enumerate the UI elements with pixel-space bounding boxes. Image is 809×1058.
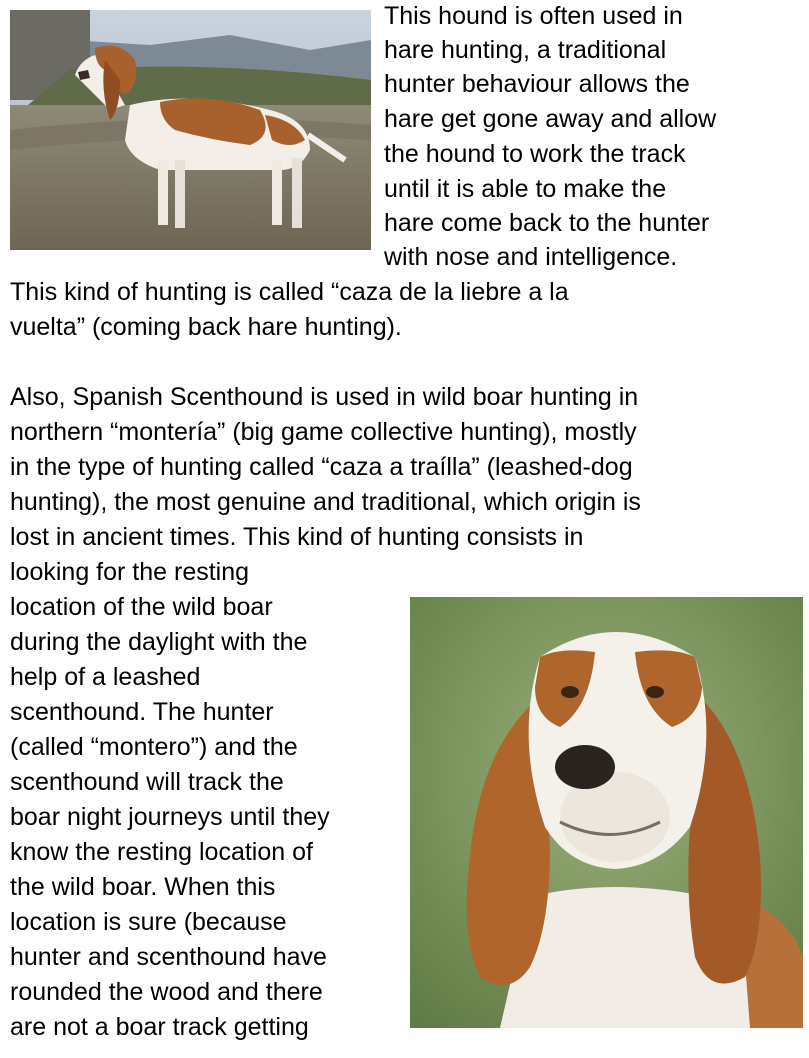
text-line: boar night journeys until they — [10, 803, 330, 831]
text-line: hare hunting, a traditional — [384, 36, 667, 64]
text-line: vuelta” (coming back hare hunting). — [10, 313, 402, 341]
text-line: during the daylight with the — [10, 628, 308, 656]
text-line: lost in ancient times. This kind of hunting consists in — [10, 523, 584, 551]
text-line: location of the wild boar — [10, 593, 273, 621]
text-line: hare get gone away and allow — [384, 105, 717, 133]
text-line: help of a leashed — [10, 663, 201, 691]
text-line: This hound is often used in — [384, 2, 683, 30]
text-line: until it is able to make the — [384, 175, 667, 203]
text-line: in the type of hunting called “caza a traílla” (leashed-dog — [10, 453, 633, 481]
text-line: are not a boar track getting — [10, 1013, 309, 1041]
text-line: the wild boar. When this — [10, 873, 276, 901]
text-line: hunting), the most genuine and traditional, which origin is — [10, 488, 641, 516]
hound-head-photo — [410, 597, 803, 1028]
text-line: Also, Spanish Scenthound is used in wild boar hunting in — [10, 383, 639, 411]
text-line: with nose and intelligence. — [384, 243, 678, 271]
text-line: looking for the resting — [10, 558, 250, 586]
text-line: northern “montería” (big game collective hunting), mostly — [10, 418, 637, 446]
text-line: location is sure (because — [10, 908, 287, 936]
text-line: hunter and scenthound have — [10, 943, 327, 971]
text-line: (called “montero”) and the — [10, 733, 298, 761]
text-line: rounded the wood and there — [10, 978, 323, 1006]
text-line: scenthound. The hunter — [10, 698, 274, 726]
text-line: the hound to work the track — [384, 140, 686, 168]
text-line: hunter behaviour allows the — [384, 70, 690, 98]
text-line: hare come back to the hunter — [384, 209, 710, 237]
standing-hound-photo — [10, 10, 371, 250]
text-line: scenthound will track the — [10, 768, 284, 796]
text-line: This kind of hunting is called “caza de la liebre a la — [10, 278, 569, 306]
text-line: know the resting location of — [10, 838, 313, 866]
